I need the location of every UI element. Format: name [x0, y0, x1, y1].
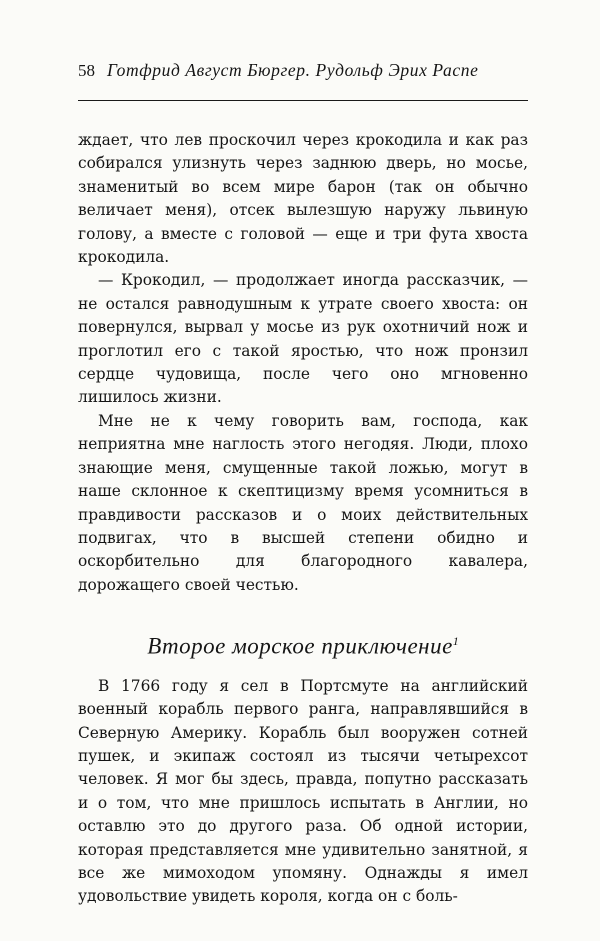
- page-number: 58: [78, 61, 95, 80]
- section-heading: [78, 627, 528, 661]
- running-title: Готфрид Август Бюргер. Рудольф Эрих Распе: [107, 60, 479, 80]
- paragraph-3: Мне не к чему говорить вам, господа, как неприятна мне наглость этого негодяя. Люди, плохо знающие меня, смущенные такой ложью, могут в наше склонное к скептицизму время усомниться в правдивости рассказов и о моих действительных подвигах, что в высшей степени обидно и оскорбительно для благородного кавалера, дорожащего своей честью.: [78, 411, 528, 594]
- running-head: [78, 60, 528, 101]
- paragraph-2: — Крокодил, — продолжает иногда рассказчик, — не остался равнодушным к утрате своего хвоста: он повернулся, вырвал у мосье из рук охотничий нож и проглотил его с такой яростью, что нож пронзил сердце чудовища, после чего оно мгновенно лишилось жизни.: [78, 271, 528, 407]
- body-text: [78, 129, 528, 909]
- section-title: Второе морское приключение: [147, 633, 453, 659]
- paragraph-4: В 1766 году я сел в Портсмуте на английский военный корабль первого ранга, направлявшийся в Северную Америку. Корабль был вооружен сотней пушек, и экипаж состоял из тысячи четырехсот человек. Я мог бы здесь, правда, попутно рассказать и о том, что мне пришлось испытать в Англии, но оставлю это до другого раза. Об одной истории, которая представляется мне удивительно занятной, я все же мимоходом упомяну. Однажды я имел удовольствие увидеть короля, когда он с боль-: [78, 676, 528, 906]
- book-page: [78, 60, 528, 909]
- footnote-mark: 1: [452, 634, 459, 649]
- paragraph-1: ждает, что лев проскочил через крокодила и как раз собирался улизнуть через заднюю дверь, но мосье, знаменитый во всем мире барон (так он обычно величает меня), отсек вылезшую наружу львиную голову, а вместе с головой — еще и три фута хвоста крокодила.: [78, 131, 528, 267]
